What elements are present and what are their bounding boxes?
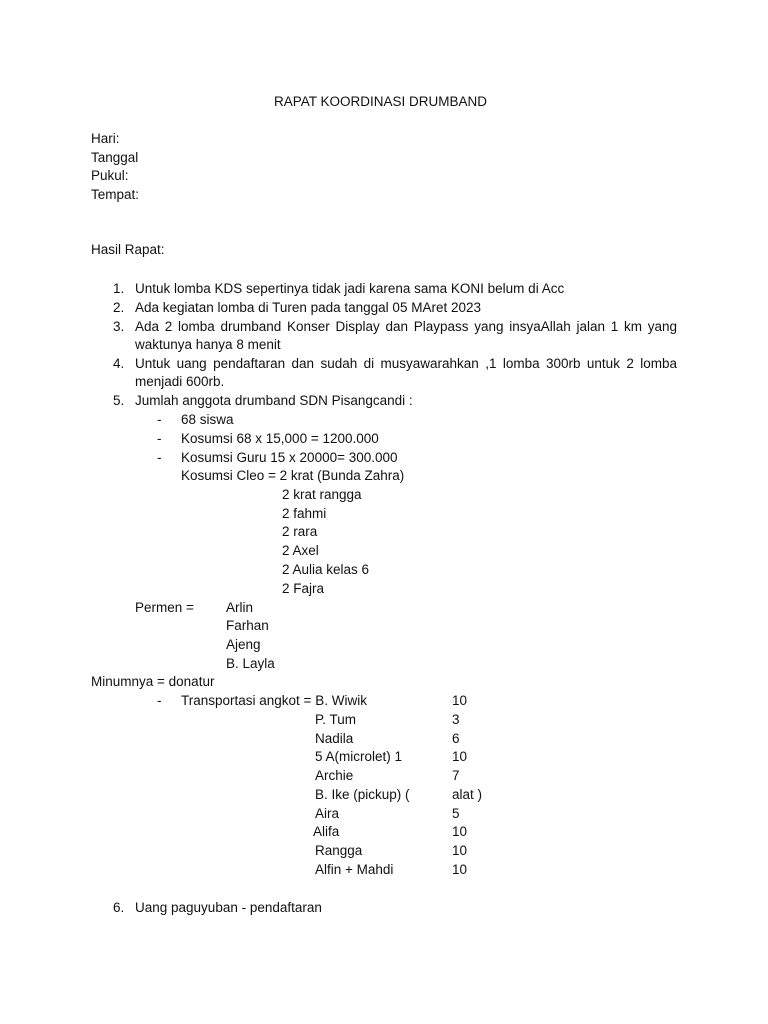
item-text: Ada kegiatan lomba di Turen pada tanggal 05 MAret 2023	[135, 300, 481, 315]
item-text: Ada 2 lomba drumband Konser Display dan Playpass yang insyaAllah jalan 1 km yang	[135, 319, 677, 334]
field-tanggal: Tanggal	[91, 150, 139, 165]
field-hari: Hari:	[91, 131, 120, 146]
permen-label: Permen =	[135, 600, 194, 615]
transport-count: 10	[452, 824, 468, 839]
item-text: Untuk lomba KDS sepertinya tidak jadi karena sama KONI belum di Acc	[135, 281, 565, 296]
transport-count: alat )	[452, 787, 483, 802]
transport-count: 10	[452, 693, 468, 708]
item-number: 3.	[113, 319, 125, 334]
dash-bullet: -	[157, 412, 162, 427]
transport-count: 7	[452, 768, 460, 783]
item-number: 2.	[113, 300, 125, 315]
permen-name: Farhan	[226, 618, 269, 633]
dash-bullet: -	[157, 431, 162, 446]
dash-bullet: -	[157, 450, 162, 465]
item-number: 4.	[113, 356, 125, 371]
cleo-cont: 2 fahmi	[282, 506, 327, 521]
permen-name: B. Layla	[226, 656, 275, 671]
transport-count: 5	[452, 806, 460, 821]
transport-name: Nadila	[315, 731, 354, 746]
item-text: waktunya hanya 8 menit	[135, 337, 281, 352]
document-title: RAPAT KOORDINASI DRUMBAND	[274, 94, 488, 109]
bullet-text: Kosumsi 68 x 15,000 = 1200.000	[181, 431, 379, 446]
transport-name: Archie	[315, 768, 354, 783]
permen-name: Ajeng	[226, 637, 261, 652]
transport-name: Alfin + Mahdi	[315, 862, 394, 877]
item-number: 1.	[113, 281, 125, 296]
transport-name: 5 A(microlet) 1	[315, 749, 403, 764]
item-number: 5.	[113, 393, 125, 408]
transport-name: P. Tum	[315, 712, 357, 727]
transport-count: 3	[452, 712, 460, 727]
cleo-line: Kosumsi Cleo = 2 krat (Bunda Zahra)	[181, 468, 405, 483]
transport-count: 6	[452, 731, 460, 746]
bullet-text: Kosumsi Guru 15 x 20000= 300.000	[181, 450, 398, 465]
transport-name: Rangga	[315, 843, 363, 858]
transport-name: Aira	[315, 806, 340, 821]
field-pukul: Pukul:	[91, 168, 129, 183]
cleo-cont: 2 Axel	[282, 543, 319, 558]
item-text: Uang paguyuban - pendaftaran	[135, 900, 322, 915]
item-number: 6.	[113, 900, 125, 915]
transport-name: Alifa	[313, 824, 340, 839]
cleo-cont: 2 Fajra	[282, 581, 325, 596]
transport-count: 10	[452, 749, 468, 764]
transport-label: Transportasi angkot = B. Wiwik	[181, 693, 367, 708]
dash-bullet: -	[157, 693, 162, 708]
item-text: Jumlah anggota drumband SDN Pisangcandi :	[135, 393, 413, 408]
transport-name: B. Ike (pickup) (	[315, 787, 410, 802]
transport-count: 10	[452, 843, 468, 858]
cleo-cont: 2 krat rangga	[282, 487, 362, 502]
hasil-rapat-label: Hasil Rapat:	[91, 242, 165, 257]
bullet-text: 68 siswa	[181, 412, 234, 427]
field-tempat: Tempat:	[91, 187, 140, 202]
item-text: Untuk uang pendaftaran dan sudah di musyawarahkan ,1 lomba 300rb untuk 2 lomba	[135, 356, 677, 371]
minum-line: Minumnya = donatur	[91, 674, 215, 689]
cleo-cont: 2 Aulia kelas 6	[282, 562, 370, 577]
item-text: menjadi 600rb.	[135, 374, 225, 389]
cleo-cont: 2 rara	[282, 524, 318, 539]
transport-count: 10	[452, 862, 468, 877]
permen-name: Arlin	[226, 600, 254, 615]
